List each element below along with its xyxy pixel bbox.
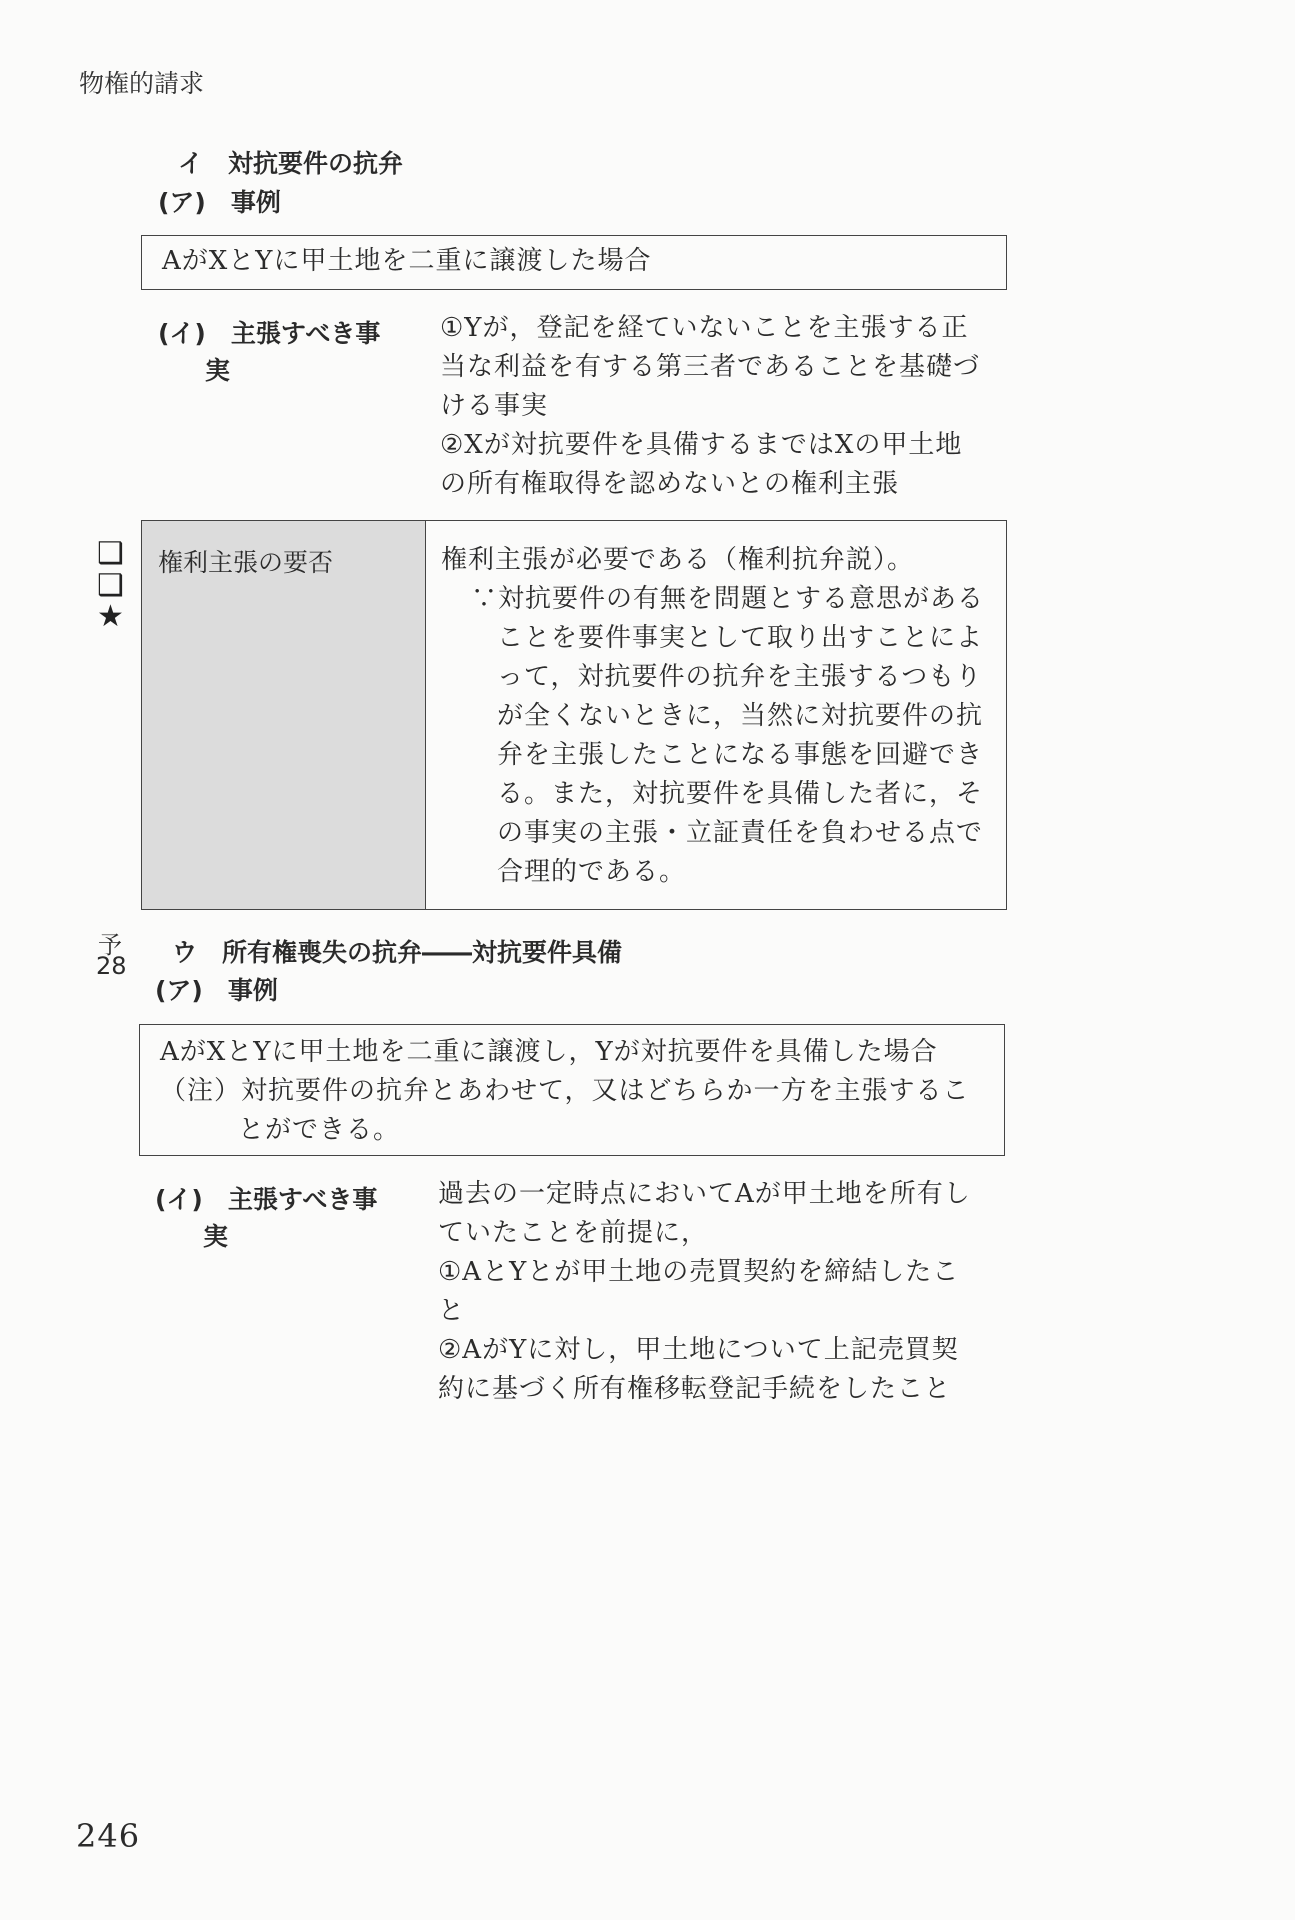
example-line: AがXとYに甲土地を二重に譲渡し，Yが対抗要件を具備した場合 [160, 1037, 938, 1067]
section-u-claim-label: (イ) 主張すべき事 [155, 1185, 378, 1214]
margin-reference-label: 予 [98, 931, 122, 959]
running-header: 物権的請求 [79, 69, 205, 98]
section-i-example-box [141, 235, 1007, 290]
claim-line: 約に基づく所有権移転登記手続をしたこと [438, 1374, 952, 1404]
section-i-title: イ 対抗要件の抗弁 [178, 149, 404, 178]
table-left-label: 権利主張の要否 [158, 548, 334, 577]
section-u-example-heading: (ア) 事例 [155, 976, 278, 1005]
claim-line: ②Xが対抗要件を具備するまではXの甲土地 [440, 430, 963, 460]
claim-line: ける事実 [440, 391, 549, 421]
star-icon: ★ [97, 599, 124, 634]
claim-line: 当な利益を有する第三者であることを基礎づ [440, 352, 981, 382]
claim-line: ①Yが，登記を経ていないことを主張する正 [440, 313, 969, 343]
table-left-cell [142, 521, 426, 909]
claim-line: の所有権取得を認めないとの権利主張 [440, 469, 900, 499]
table-line: る。また，対抗要件を具備した者に，そ [497, 779, 984, 809]
section-i-claim-text [440, 309, 980, 504]
claim-line: ていたことを前提に， [438, 1218, 709, 1248]
table-line: が全くないときに，当然に対抗要件の抗 [497, 701, 984, 731]
checkbox-icon: ❑ [97, 536, 124, 571]
table-right-cell [441, 541, 984, 892]
page-number: 246 [76, 1817, 141, 1855]
table-line: 合理的である。 [497, 857, 687, 887]
section-i-example-text: AがXとYに甲土地を二重に譲渡した場合 [162, 246, 652, 276]
section-u-title: ウ 所有権喪失の抗弁――対抗要件具備 [172, 938, 623, 967]
table-line: ∵対抗要件の有無を問題とする意思がある [471, 584, 985, 614]
section-i-claim-label: (イ) 主張すべき事 [158, 319, 381, 348]
table-line: 権利主張が必要である（権利抗弁説）。 [441, 545, 915, 575]
margin-reference-number: 28 [96, 952, 127, 980]
section-u-claim-label-cont: 実 [203, 1222, 229, 1251]
example-line: （注）対抗要件の抗弁とあわせて，又はどちらか一方を主張するこ [160, 1076, 970, 1106]
claim-line: と [438, 1296, 466, 1326]
claim-line: 過去の一定時点においてAが甲土地を所有し [438, 1179, 971, 1209]
section-i-example-heading: (ア) 事例 [158, 188, 281, 217]
section-i-claim-label-cont: 実 [205, 356, 231, 385]
table-line: ことを要件事実として取り出すことによ [497, 623, 984, 653]
section-u-claim-text [438, 1175, 971, 1409]
claim-line: ②AがYに対し，甲土地について上記売買契 [438, 1335, 959, 1365]
section-u-example-text [160, 1033, 969, 1150]
section-u-example-box [139, 1024, 1005, 1156]
checkbox-icon: ❑ [97, 568, 124, 603]
table-line: って，対抗要件の抗弁を主張するつもり [497, 662, 983, 692]
table-line: の事実の主張・立証責任を負わせる点で [497, 818, 984, 848]
rights-claim-table [141, 520, 1007, 910]
claim-line: ①AとYとが甲土地の売買契約を締結したこ [438, 1257, 960, 1287]
example-line: とができる。 [238, 1115, 401, 1145]
table-line: 弁を主張したことになる事態を回避でき [497, 740, 984, 770]
